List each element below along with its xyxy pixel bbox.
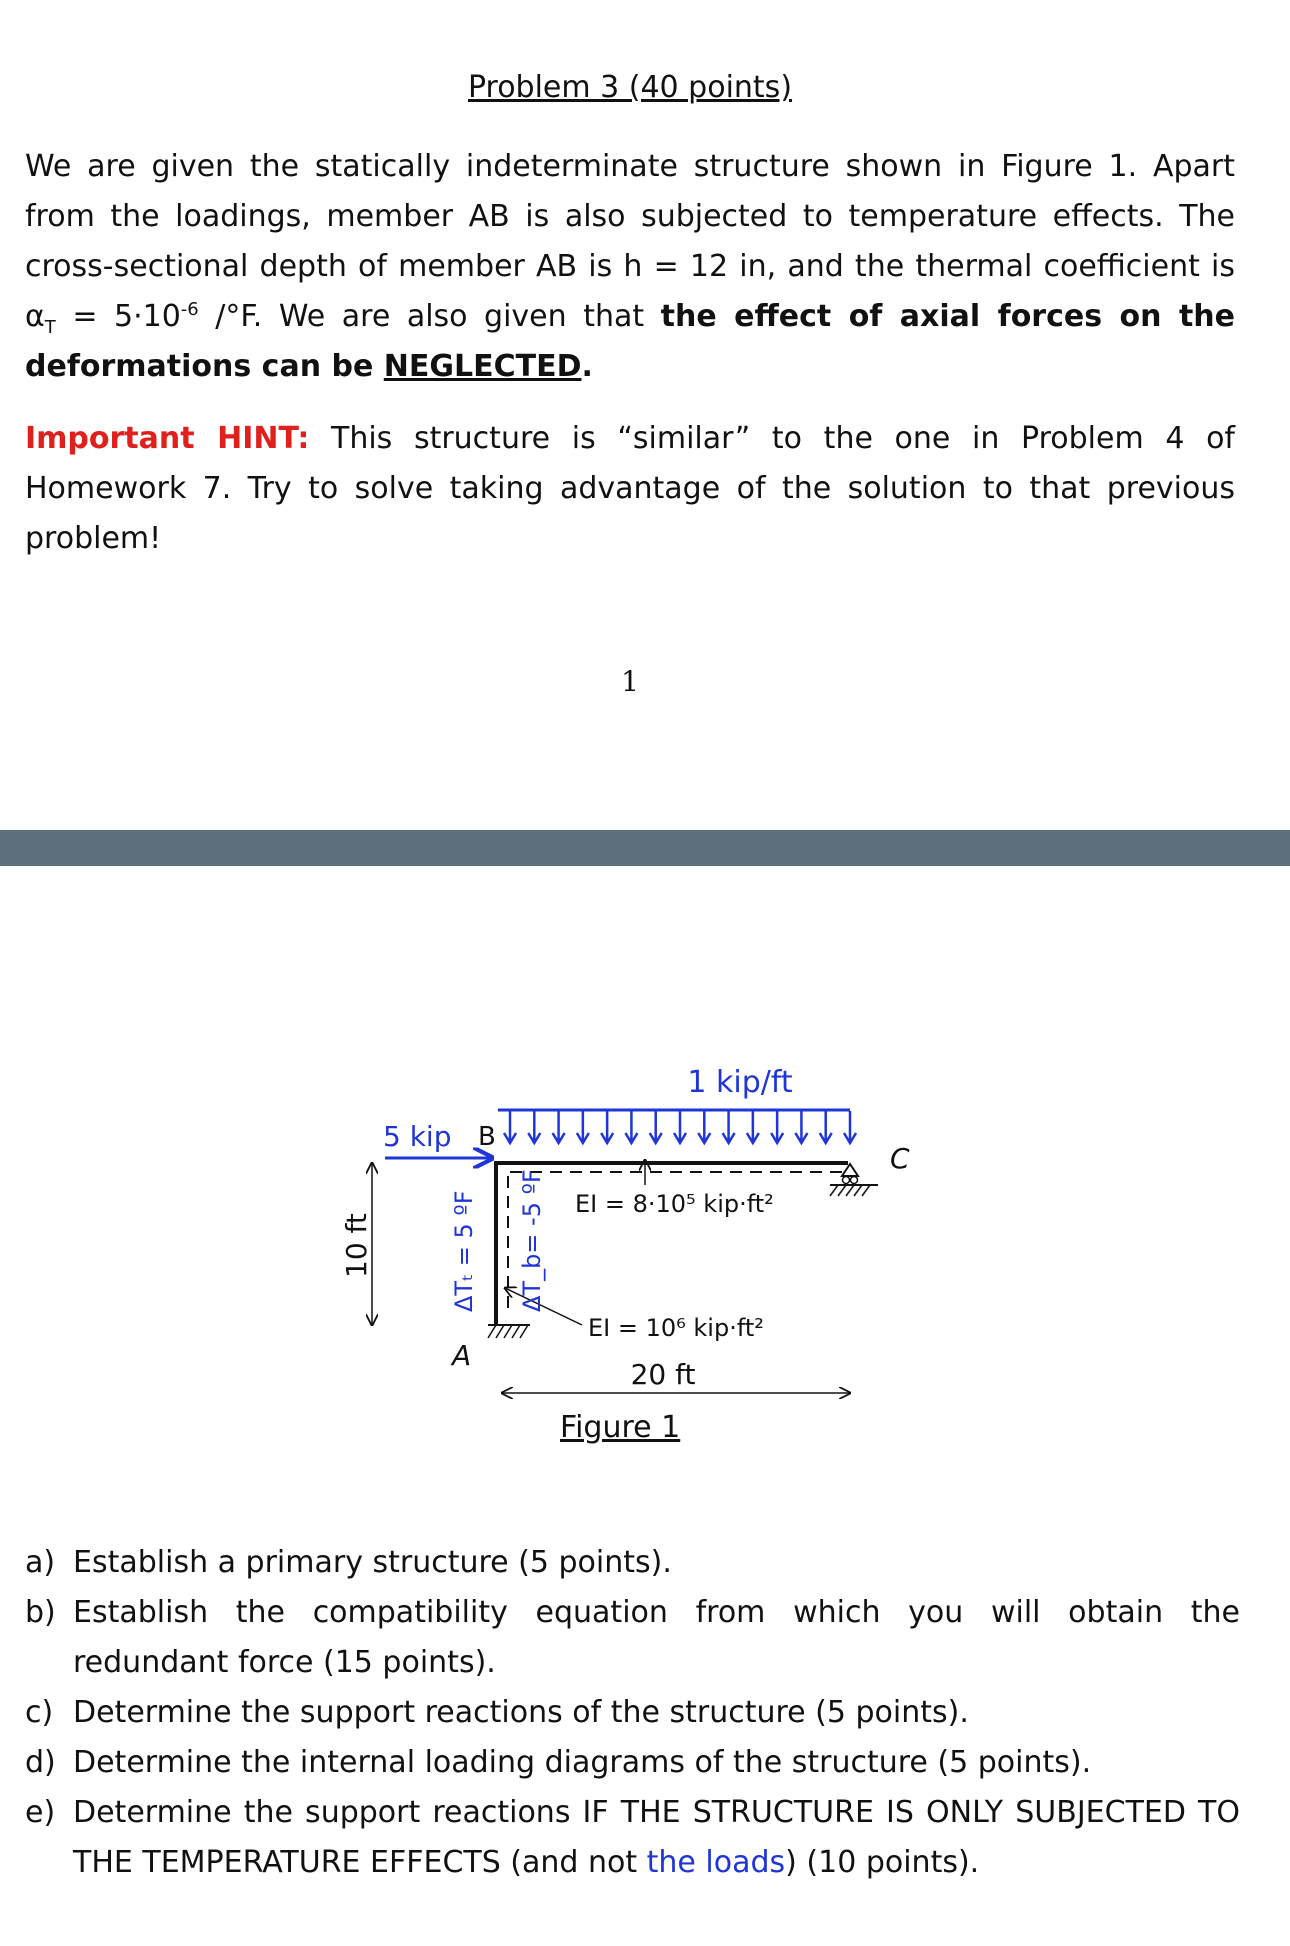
temp-top-label: ΔTₜ = 5 ºF — [450, 1190, 478, 1312]
question-d: d) Determine the internal loading diagrams of the structure (5 points). — [25, 1745, 1092, 1780]
question-list — [25, 1538, 1240, 1888]
distributed-load-label: 1 kip/ft — [687, 1065, 793, 1100]
figure-caption: Figure 1 — [560, 1410, 681, 1445]
load-arrow — [601, 1111, 613, 1143]
load-arrow — [650, 1111, 662, 1143]
node-c-label: C — [890, 1142, 910, 1175]
load-arrow — [820, 1111, 832, 1143]
load-arrow — [844, 1111, 856, 1143]
height-label: 10 ft — [340, 1213, 373, 1278]
node-b-label: B — [478, 1122, 496, 1152]
problem-statement: We are given the statically indeterminate structure shown in Figure 1. Apart from the loadings, member AB is also subjected to temperature effects. The cross-sectional depth of member AB is h = 12 in, and the thermal coefficient is $\alpha_T = 5\cdot 10^{-6}$ /°F. We are also given that the effect of axial forces on the deformations can be NEGLECTED. — [25, 149, 1235, 384]
question-a: a) Establish a primary structure (5 points). — [25, 1545, 672, 1580]
load-arrow — [625, 1111, 637, 1143]
load-arrow — [577, 1111, 589, 1143]
hint-paragraph: Important HINT: This structure is “similar” to the one in Problem 4 of Homework 7. Try to solve taking advantage of the solution to that previous problem! — [25, 421, 1235, 556]
span-label: 20 ft — [630, 1358, 696, 1391]
load-arrow — [504, 1111, 516, 1143]
load-arrow — [674, 1111, 686, 1143]
fixed-support-a — [488, 1325, 530, 1338]
load-arrow — [771, 1111, 783, 1143]
point-load-label: 5 kip — [383, 1120, 452, 1153]
node-a-label: A — [452, 1339, 472, 1372]
hint-label: Important HINT: — [25, 421, 310, 456]
roller-support-c — [830, 1164, 878, 1196]
temp-bottom-label: ΔT_b= -5 ºF — [518, 1169, 546, 1312]
distributed-load — [498, 1110, 856, 1143]
question-b: b) Establish the compatibility equation from which you will obtain the redundant force (15 points). — [25, 1595, 1240, 1680]
load-arrow — [698, 1111, 710, 1143]
neglected-emphasis: NEGLECTED — [383, 349, 582, 384]
ei-beam-label: EI = 8·10⁵ kip·ft² — [575, 1190, 774, 1218]
ei-column-label: EI = 10⁶ kip·ft² — [588, 1314, 764, 1342]
page-number: 1 — [621, 665, 639, 698]
load-arrow — [795, 1111, 807, 1143]
load-arrow — [528, 1111, 540, 1143]
question-c: c) Determine the support reactions of the structure (5 points). — [25, 1695, 969, 1730]
load-arrow — [723, 1111, 735, 1143]
load-arrow — [747, 1111, 759, 1143]
problem-title: Problem 3 (40 points) — [467, 70, 793, 105]
load-arrow — [553, 1111, 565, 1143]
question-e: e) Determine the support reactions IF THE STRUCTURE IS ONLY SUBJECTED TO THE TEMPERATURE EFFECTS (and not the loads) (10 points). — [25, 1795, 1240, 1880]
